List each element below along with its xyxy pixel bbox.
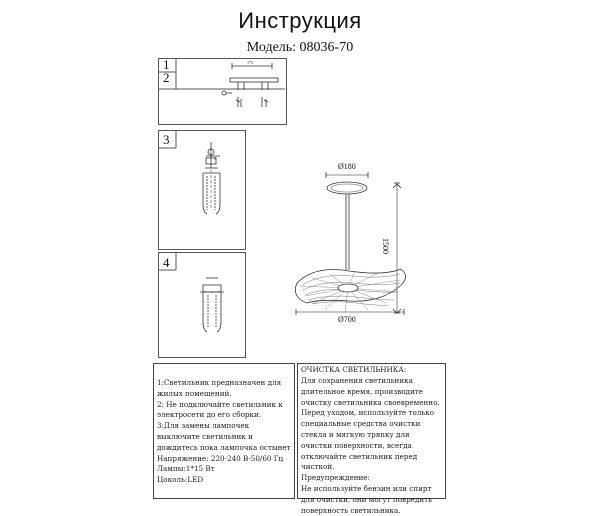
step-4-number: 4 (163, 255, 170, 270)
step-1-number: 1 (163, 57, 170, 72)
step-2-number: 2 (163, 70, 170, 85)
bottom-diameter-label: Ø700 (338, 315, 356, 324)
cleaning-text: Для сохранения светильника длительное время, производите очистку светильника своевременно. Перед уходом, используйте только специальные средства очистки стекла и мягкую тряпку для очистки поверхности, всегда отключайте светильник перед чисткой. Предупреждение: Не используйте бензин или спирт для очистки, они могут повредить поверхность светильника. (301, 376, 440, 515)
lamp-hanging-drawing (203, 142, 220, 214)
model-number: Модель: 08036-70 (246, 40, 354, 55)
page-title: Инструкция (238, 8, 362, 33)
step-3-number: 3 (163, 132, 170, 147)
cleaning-heading: ОЧИСТКА СВЕТИЛЬНИКА: (301, 365, 407, 374)
mounting-plate-drawing (222, 60, 278, 107)
bulb-install-drawing (200, 278, 224, 332)
specs-text: 1:Светильник предназначен для жилых помещений. 2: Не подключайте светильник к электросети до его сборки. 3:Для замены лампочек выключите светильник и дождитесь пока лампочка остынет Напряжение: 220-240 В-50/60 Гц Лампы:1*15 Вт Цоколь:LED (157, 378, 291, 485)
svg-text:175: 175 (247, 60, 253, 65)
top-diameter-label: Ø180 (338, 162, 356, 171)
svg-text:1: 1 (214, 156, 216, 161)
height-label: 1500 (381, 238, 390, 254)
